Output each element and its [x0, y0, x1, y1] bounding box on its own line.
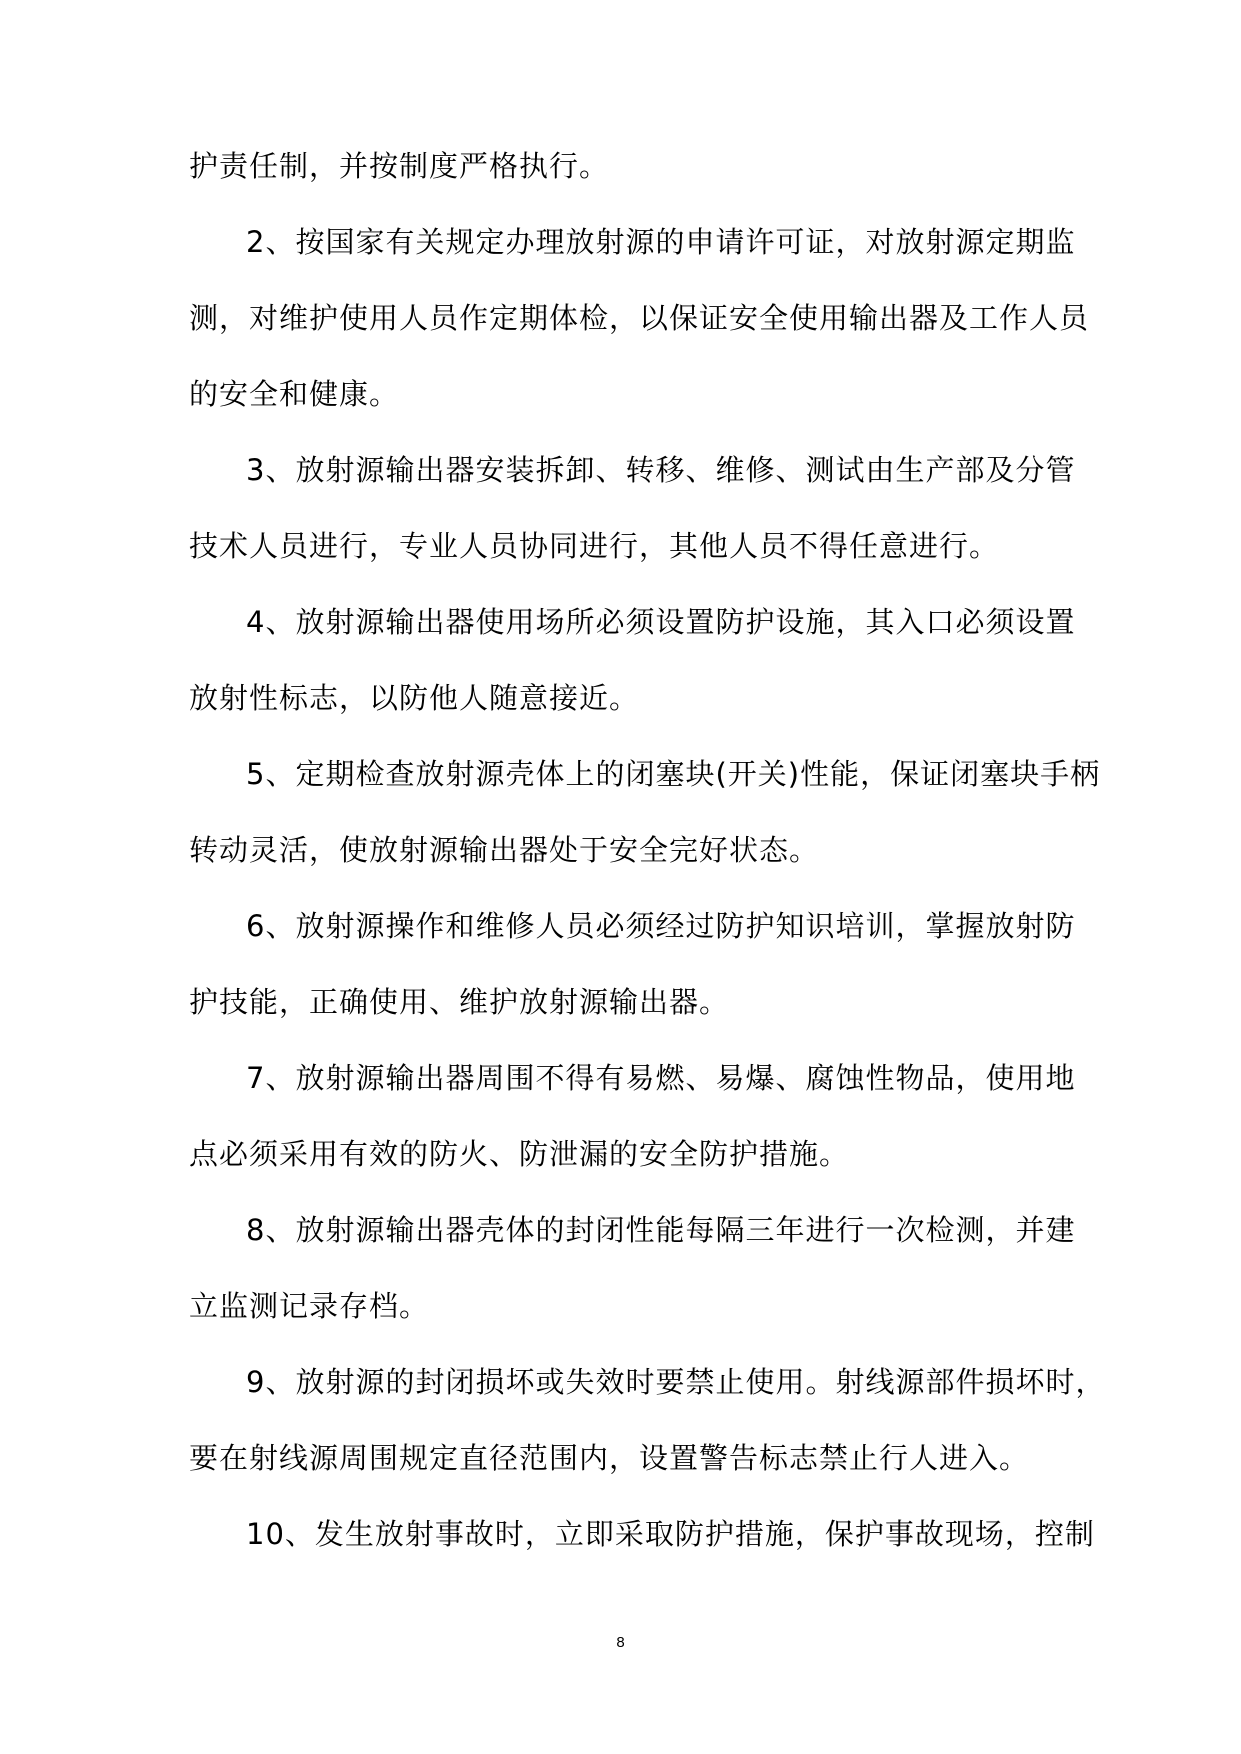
text-line: 的安全和健康。 — [189, 377, 400, 411]
text-line: 9、放射源的封闭损坏或失效时要禁止使用。射线源部件损坏时， — [246, 1365, 1106, 1399]
text-line: 护技能，正确使用、维护放射源输出器。 — [189, 985, 730, 1019]
text-line: 2、按国家有关规定办理放射源的申请许可证，对放射源定期监 — [246, 225, 1076, 259]
text-line: 7、放射源输出器周围不得有易燃、易爆、腐蚀性物品，使用地 — [246, 1061, 1076, 1095]
text-line: 6、放射源操作和维修人员必须经过防护知识培训，掌握放射防 — [246, 909, 1076, 943]
text-line: 测，对维护使用人员作定期体检，以保证安全使用输出器及工作人员 — [189, 301, 1090, 335]
page-number: 8 — [616, 1634, 625, 1651]
text-line: 3、放射源输出器安装拆卸、转移、维修、测试由生产部及分管 — [246, 453, 1076, 487]
text-line: 点必须采用有效的防火、防泄漏的安全防护措施。 — [189, 1137, 850, 1171]
text-line: 8、放射源输出器壳体的封闭性能每隔三年进行一次检测，并建 — [246, 1213, 1076, 1247]
text-line: 要在射线源周围规定直径范围内，设置警告标志禁止行人进入。 — [189, 1441, 1030, 1475]
text-line: 立监测记录存档。 — [189, 1289, 430, 1323]
body-text — [189, 141, 1106, 1585]
text-line: 放射性标志，以防他人随意接近。 — [189, 681, 640, 715]
text-line: 4、放射源输出器使用场所必须设置防护设施，其入口必须设置 — [246, 605, 1076, 639]
text-line: 护责任制，并按制度严格执行。 — [189, 149, 610, 183]
text-line: 5、定期检查放射源壳体上的闭塞块(开关)性能，保证闭塞块手柄 — [246, 757, 1101, 791]
text-line: 技术人员进行，专业人员协同进行，其他人员不得任意进行。 — [189, 529, 1000, 563]
text-line: 转动灵活，使放射源输出器处于安全完好状态。 — [189, 833, 820, 867]
text-line: 10、发生放射事故时，立即采取防护措施，保护事故现场，控制 — [246, 1517, 1095, 1551]
